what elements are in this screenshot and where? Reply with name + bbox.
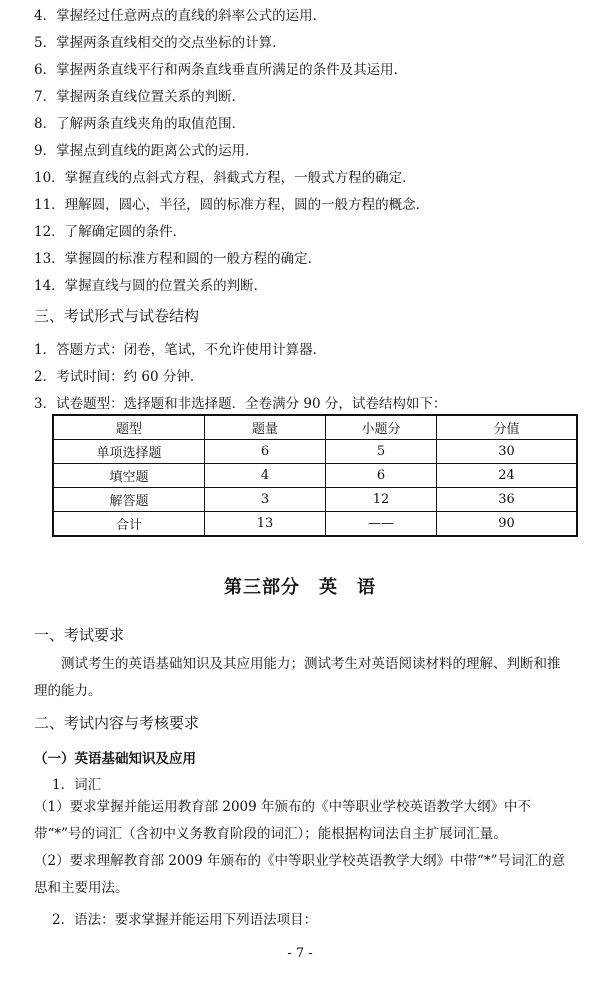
- table-cell: 单项选择题: [53, 440, 205, 464]
- list-item: 13．掌握圆的标准方程和圆的一般方程的确定．: [34, 251, 322, 267]
- list-item: 14．掌握直线与圆的位置关系的判断．: [34, 278, 268, 294]
- table-cell: 36: [437, 488, 578, 512]
- table-cell: 13: [205, 512, 326, 537]
- list-item: 3．试卷题型：选择题和非选择题．全卷满分 90 分，试卷结构如下：: [34, 396, 447, 412]
- table-header-cell: 分值: [437, 415, 578, 440]
- section-heading-exam-content: 二、考试内容与考核要求: [34, 714, 200, 732]
- list-item: 12．了解确定圆的条件．: [34, 224, 187, 240]
- paragraph: （2）要求理解教育部 2009 年颁布的《中等职业学校英语教学大纲》中带“*”号词汇的意思和主要用法。: [34, 853, 566, 896]
- paragraph: 测试考生的英语基础知识及其应用能力；测试考生对英语阅读材料的理解、判断和推理的能力。: [34, 656, 561, 699]
- table-header-cell: 小题分: [326, 415, 437, 440]
- list-item: 1．词汇: [52, 777, 102, 793]
- list-item: 10．掌握直线的点斜式方程，斜截式方程，一般式方程的确定．: [34, 170, 416, 186]
- table-row: [53, 440, 577, 464]
- list-item: 4．掌握经过任意两点的直线的斜率公式的运用．: [34, 8, 327, 24]
- section-heading-exam-requirements: 一、考试要求: [34, 626, 125, 644]
- list-item: 2．考试时间：约 60 分钟．: [34, 369, 204, 385]
- table-row: [53, 512, 577, 537]
- list-item: 8．了解两条直线夹角的取值范围．: [34, 116, 246, 132]
- table-cell: 6: [326, 464, 437, 488]
- table-header-cell: 题量: [205, 415, 326, 440]
- part-title: 第三部分 英 语: [224, 577, 376, 598]
- table-cell: 解答题: [53, 488, 205, 512]
- list-item: 5．掌握两条直线相交的交点坐标的计算．: [34, 35, 286, 51]
- list-item: 2．语法：要求掌握并能运用下列语法项目：: [52, 912, 318, 928]
- table-row: [53, 464, 577, 488]
- table-cell: 90: [437, 512, 578, 537]
- page-number: - 7 -: [287, 946, 313, 961]
- subsection-heading: （一）英语基础知识及应用: [34, 751, 196, 767]
- exam-structure-table: [52, 414, 578, 537]
- table-cell: ——: [326, 512, 437, 537]
- table-cell: 4: [205, 464, 326, 488]
- table-cell: 12: [326, 488, 437, 512]
- list-item: 11．理解圆，圆心，半径，圆的标准方程，圆的一般方程的概念．: [34, 197, 430, 213]
- table-header-cell: 题型: [53, 415, 205, 440]
- table-cell: 24: [437, 464, 578, 488]
- table-cell: 填空题: [53, 464, 205, 488]
- table-cell: 30: [437, 440, 578, 464]
- table-cell: 3: [205, 488, 326, 512]
- table-cell: 6: [205, 440, 326, 464]
- table-cell: 5: [326, 440, 437, 464]
- section-heading-exam-format: 三、考试形式与试卷结构: [34, 307, 200, 325]
- paragraph: （1）要求掌握并能运用教育部 2009 年颁布的《中等职业学校英语教学大纲》中不带“*”号的词汇（含初中义务教育阶段的词汇）；能根据构词法自主扩展词汇量。: [34, 799, 532, 842]
- list-item: 1．答题方式：闭卷，笔试，不允许使用计算器．: [34, 342, 327, 358]
- table-header-row: [53, 415, 577, 440]
- list-item: 7．掌握两条直线位置关系的判断．: [34, 89, 246, 105]
- list-item: 6．掌握两条直线平行和两条直线垂直所满足的条件及其运用．: [34, 62, 408, 78]
- table-cell: 合计: [53, 512, 205, 537]
- table-row: [53, 488, 577, 512]
- list-item: 9．掌握点到直线的距离公式的运用．: [34, 143, 259, 159]
